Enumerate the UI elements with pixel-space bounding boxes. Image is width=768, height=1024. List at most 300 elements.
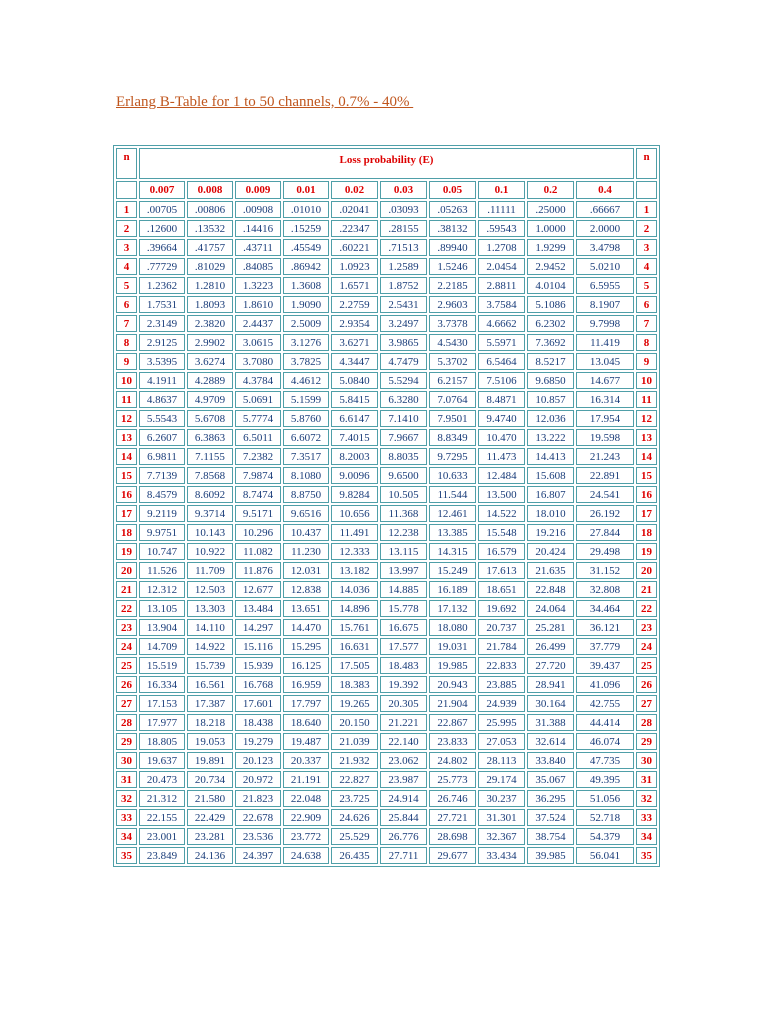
channel-number-right: 35 (636, 847, 657, 864)
table-row (116, 581, 657, 598)
table-cell: 8.2003 (331, 448, 378, 465)
table-cell: 24.064 (527, 600, 574, 617)
table-cell: 24.626 (331, 809, 378, 826)
table-cell: 26.499 (527, 638, 574, 655)
table-cell: 20.943 (429, 676, 476, 693)
table-cell: 2.3820 (187, 315, 233, 332)
table-cell: 20.337 (283, 752, 329, 769)
channel-number-left: 31 (116, 771, 137, 788)
table-cell: 8.5217 (527, 353, 574, 370)
table-cell: 44.414 (576, 714, 634, 731)
table-cell: .01010 (283, 201, 329, 218)
table-cell: 29.677 (429, 847, 476, 864)
table-cell: 11.709 (187, 562, 233, 579)
table-cell: .02041 (331, 201, 378, 218)
channel-number-left: 22 (116, 600, 137, 617)
table-row (116, 315, 657, 332)
channel-number-left: 2 (116, 220, 137, 237)
table-cell: 14.522 (478, 505, 525, 522)
table-cell: 32.367 (478, 828, 525, 845)
table-cell: 5.6708 (187, 410, 233, 427)
channel-number-right: 22 (636, 600, 657, 617)
table-cell: 16.334 (139, 676, 185, 693)
table-cell: 1.0923 (331, 258, 378, 275)
table-cell: 16.314 (576, 391, 634, 408)
probability-header-blank-left (116, 181, 137, 199)
table-cell: 2.2759 (331, 296, 378, 313)
table-cell: 24.802 (429, 752, 476, 769)
table-row (116, 391, 657, 408)
table-cell: 52.718 (576, 809, 634, 826)
table-cell: .59543 (478, 220, 525, 237)
table-cell: 19.598 (576, 429, 634, 446)
table-cell: 2.9902 (187, 334, 233, 351)
channel-number-right: 1 (636, 201, 657, 218)
table-cell: 21.635 (527, 562, 574, 579)
table-cell: 22.891 (576, 467, 634, 484)
table-row (116, 790, 657, 807)
table-cell: 2.0454 (478, 258, 525, 275)
table-cell: 25.773 (429, 771, 476, 788)
table-row (116, 847, 657, 864)
table-cell: 9.5171 (235, 505, 281, 522)
channel-number-right: 21 (636, 581, 657, 598)
table-cell: 28.698 (429, 828, 476, 845)
table-cell: 23.062 (380, 752, 427, 769)
table-cell: 11.368 (380, 505, 427, 522)
table-row (116, 752, 657, 769)
table-cell: 7.1410 (380, 410, 427, 427)
table-cell: 2.9125 (139, 334, 185, 351)
table-cell: .05263 (429, 201, 476, 218)
table-cell: 21.823 (235, 790, 281, 807)
table-cell: 15.739 (187, 657, 233, 674)
table-cell: 33.434 (478, 847, 525, 864)
channel-number-right: 4 (636, 258, 657, 275)
table-cell: .84085 (235, 258, 281, 275)
table-row (116, 334, 657, 351)
table-cell: 15.761 (331, 619, 378, 636)
table-cell: 1.5246 (429, 258, 476, 275)
table-row (116, 771, 657, 788)
table-cell: 22.848 (527, 581, 574, 598)
table-cell: 8.6092 (187, 486, 233, 503)
table-cell: 11.544 (429, 486, 476, 503)
table-cell: 7.8568 (187, 467, 233, 484)
table-cell: 4.1911 (139, 372, 185, 389)
table-cell: 17.387 (187, 695, 233, 712)
channel-number-left: 20 (116, 562, 137, 579)
table-cell: 5.8760 (283, 410, 329, 427)
table-cell: 22.429 (187, 809, 233, 826)
table-cell: 5.8415 (331, 391, 378, 408)
table-cell: 9.7295 (429, 448, 476, 465)
table-cell: 2.9452 (527, 258, 574, 275)
table-cell: 10.857 (527, 391, 574, 408)
channel-number-left: 9 (116, 353, 137, 370)
table-cell: 7.7139 (139, 467, 185, 484)
table-cell: 34.464 (576, 600, 634, 617)
table-row (116, 239, 657, 256)
table-cell: 27.711 (380, 847, 427, 864)
table-cell: 15.519 (139, 657, 185, 674)
table-cell: 14.922 (187, 638, 233, 655)
table-cell: 15.249 (429, 562, 476, 579)
channel-number-right: 33 (636, 809, 657, 826)
table-cell: 41.096 (576, 676, 634, 693)
channel-number-left: 6 (116, 296, 137, 313)
table-cell: 23.987 (380, 771, 427, 788)
table-row (116, 562, 657, 579)
table-cell: .28155 (380, 220, 427, 237)
table-cell: 2.5431 (380, 296, 427, 313)
table-cell: 10.470 (478, 429, 525, 446)
table-cell: 4.3447 (331, 353, 378, 370)
table-cell: 18.483 (380, 657, 427, 674)
channel-number-right: 9 (636, 353, 657, 370)
table-cell: 3.7080 (235, 353, 281, 370)
table-cell: 12.312 (139, 581, 185, 598)
channel-number-left: 8 (116, 334, 137, 351)
table-cell: 2.5009 (283, 315, 329, 332)
table-cell: 31.301 (478, 809, 525, 826)
table-cell: 18.010 (527, 505, 574, 522)
table-cell: 1.3608 (283, 277, 329, 294)
table-cell: 1.8610 (235, 296, 281, 313)
channel-number-right: 8 (636, 334, 657, 351)
table-cell: 5.7774 (235, 410, 281, 427)
table-cell: 18.651 (478, 581, 525, 598)
table-cell: 56.041 (576, 847, 634, 864)
table-cell: 24.638 (283, 847, 329, 864)
table-cell: 20.972 (235, 771, 281, 788)
table-cell: 16.807 (527, 486, 574, 503)
channel-number-right: 30 (636, 752, 657, 769)
table-cell: 21.243 (576, 448, 634, 465)
table-cell: 10.296 (235, 524, 281, 541)
table-cell: 6.5011 (235, 429, 281, 446)
table-cell: 16.189 (429, 581, 476, 598)
table-cell: 7.4015 (331, 429, 378, 446)
table-cell: 3.1276 (283, 334, 329, 351)
table-row (116, 353, 657, 370)
channel-number-right: 34 (636, 828, 657, 845)
table-cell: 26.746 (429, 790, 476, 807)
probability-header-cell: 0.1 (478, 181, 525, 199)
channel-number-left: 24 (116, 638, 137, 655)
table-cell: 7.9874 (235, 467, 281, 484)
table-cell: .22347 (331, 220, 378, 237)
table-cell: 30.164 (527, 695, 574, 712)
table-cell: 18.218 (187, 714, 233, 731)
table-row (116, 220, 657, 237)
table-cell: 24.914 (380, 790, 427, 807)
table-cell: 22.833 (478, 657, 525, 674)
table-cell: 17.977 (139, 714, 185, 731)
table-cell: 12.333 (331, 543, 378, 560)
table-cell: 9.2119 (139, 505, 185, 522)
table-cell: 6.3280 (380, 391, 427, 408)
channel-number-left: 10 (116, 372, 137, 389)
table-cell: 3.6271 (331, 334, 378, 351)
table-cell: 20.150 (331, 714, 378, 731)
table-cell: .03093 (380, 201, 427, 218)
channel-number-right: 32 (636, 790, 657, 807)
table-cell: 19.031 (429, 638, 476, 655)
loss-probability-header: Loss probability (E) (139, 148, 634, 179)
channel-number-left: 33 (116, 809, 137, 826)
table-cell: 6.3863 (187, 429, 233, 446)
channel-number-right: 28 (636, 714, 657, 731)
channel-number-right: 3 (636, 239, 657, 256)
table-cell: 1.6571 (331, 277, 378, 294)
table-cell: 12.484 (478, 467, 525, 484)
table-cell: 27.720 (527, 657, 574, 674)
table-cell: 12.036 (527, 410, 574, 427)
table-cell: 16.959 (283, 676, 329, 693)
table-cell: 36.295 (527, 790, 574, 807)
table-cell: 11.526 (139, 562, 185, 579)
channel-number-right: 5 (636, 277, 657, 294)
table-cell: 26.435 (331, 847, 378, 864)
n-header-right: n (636, 148, 657, 179)
table-cell: 23.772 (283, 828, 329, 845)
table-row (116, 486, 657, 503)
probability-header-row (116, 181, 657, 199)
table-cell: 3.9865 (380, 334, 427, 351)
table-row (116, 448, 657, 465)
table-cell: 17.954 (576, 410, 634, 427)
table-cell: 19.053 (187, 733, 233, 750)
table-cell: 8.1080 (283, 467, 329, 484)
table-cell: .00806 (187, 201, 233, 218)
table-cell: .41757 (187, 239, 233, 256)
table-cell: 13.105 (139, 600, 185, 617)
table-cell: 37.524 (527, 809, 574, 826)
table-cell: 27.844 (576, 524, 634, 541)
table-cell: 9.4740 (478, 410, 525, 427)
table-cell: .38132 (429, 220, 476, 237)
table-cell: 14.413 (527, 448, 574, 465)
table-cell: 47.735 (576, 752, 634, 769)
channel-number-right: 2 (636, 220, 657, 237)
table-cell: 8.4579 (139, 486, 185, 503)
table-cell: 13.904 (139, 619, 185, 636)
table-cell: 12.461 (429, 505, 476, 522)
table-cell: 17.505 (331, 657, 378, 674)
channel-number-left: 35 (116, 847, 137, 864)
channel-number-right: 27 (636, 695, 657, 712)
table-cell: 4.3784 (235, 372, 281, 389)
table-cell: .43711 (235, 239, 281, 256)
probability-header-cell: 0.009 (235, 181, 281, 199)
table-row (116, 410, 657, 427)
table-cell: 17.613 (478, 562, 525, 579)
table-cell: 22.909 (283, 809, 329, 826)
channel-number-left: 13 (116, 429, 137, 446)
table-cell: 11.876 (235, 562, 281, 579)
table-cell: 9.6500 (380, 467, 427, 484)
table-cell: 21.904 (429, 695, 476, 712)
table-cell: 4.9709 (187, 391, 233, 408)
channel-number-right: 14 (636, 448, 657, 465)
table-cell: 32.614 (527, 733, 574, 750)
table-cell: 5.0840 (331, 372, 378, 389)
channel-number-right: 25 (636, 657, 657, 674)
table-cell: 13.115 (380, 543, 427, 560)
table-cell: 11.473 (478, 448, 525, 465)
table-cell: 27.053 (478, 733, 525, 750)
channel-number-left: 28 (116, 714, 137, 731)
table-cell: 7.0764 (429, 391, 476, 408)
table-cell: 6.5464 (478, 353, 525, 370)
table-cell: 29.174 (478, 771, 525, 788)
table-row (116, 201, 657, 218)
table-cell: 16.675 (380, 619, 427, 636)
table-cell: 6.6072 (283, 429, 329, 446)
table-cell: 22.827 (331, 771, 378, 788)
table-row (116, 638, 657, 655)
table-cell: 11.082 (235, 543, 281, 560)
table-cell: 14.315 (429, 543, 476, 560)
channel-number-left: 5 (116, 277, 137, 294)
channel-number-left: 34 (116, 828, 137, 845)
table-cell: 22.155 (139, 809, 185, 826)
channel-number-right: 26 (636, 676, 657, 693)
table-cell: 4.7479 (380, 353, 427, 370)
table-cell: 10.437 (283, 524, 329, 541)
table-cell: 17.797 (283, 695, 329, 712)
table-cell: 20.305 (380, 695, 427, 712)
table-cell: .39664 (139, 239, 185, 256)
table-cell: 16.768 (235, 676, 281, 693)
table-cell: 7.9501 (429, 410, 476, 427)
table-cell: 39.985 (527, 847, 574, 864)
table-cell: 14.297 (235, 619, 281, 636)
table-cell: .86942 (283, 258, 329, 275)
table-body (116, 148, 657, 864)
table-cell: .12600 (139, 220, 185, 237)
table-cell: 23.001 (139, 828, 185, 845)
table-cell: 19.392 (380, 676, 427, 693)
table-cell: 51.056 (576, 790, 634, 807)
table-cell: 7.3517 (283, 448, 329, 465)
table-cell: 27.721 (429, 809, 476, 826)
table-row (116, 714, 657, 731)
probability-header-cell: 0.03 (380, 181, 427, 199)
table-cell: 15.608 (527, 467, 574, 484)
table-cell: 10.747 (139, 543, 185, 560)
table-cell: 19.216 (527, 524, 574, 541)
table-cell: 15.939 (235, 657, 281, 674)
probability-header-cell: 0.008 (187, 181, 233, 199)
table-row (116, 505, 657, 522)
channel-number-right: 18 (636, 524, 657, 541)
table-cell: 28.113 (478, 752, 525, 769)
table-cell: 21.191 (283, 771, 329, 788)
table-cell: 2.0000 (576, 220, 634, 237)
table-cell: 20.737 (478, 619, 525, 636)
table-cell: 5.1599 (283, 391, 329, 408)
channel-number-left: 30 (116, 752, 137, 769)
table-cell: 24.397 (235, 847, 281, 864)
table-cell: 32.808 (576, 581, 634, 598)
table-cell: 17.601 (235, 695, 281, 712)
table-cell: 4.5430 (429, 334, 476, 351)
table-cell: 24.136 (187, 847, 233, 864)
table-cell: 13.182 (331, 562, 378, 579)
table-row (116, 467, 657, 484)
table-cell: 2.9354 (331, 315, 378, 332)
table-cell: 5.5971 (478, 334, 525, 351)
table-cell: 54.379 (576, 828, 634, 845)
table-cell: 16.125 (283, 657, 329, 674)
table-cell: 28.941 (527, 676, 574, 693)
table-cell: .60221 (331, 239, 378, 256)
table-cell: 22.678 (235, 809, 281, 826)
table-cell: 19.891 (187, 752, 233, 769)
table-cell: 3.6274 (187, 353, 233, 370)
table-cell: 14.885 (380, 581, 427, 598)
table-cell: 20.123 (235, 752, 281, 769)
table-cell: 25.529 (331, 828, 378, 845)
table-cell: 13.222 (527, 429, 574, 446)
table-cell: 9.3714 (187, 505, 233, 522)
table-cell: 19.279 (235, 733, 281, 750)
table-cell: 1.8093 (187, 296, 233, 313)
table-cell: 25.281 (527, 619, 574, 636)
table-cell: 5.5543 (139, 410, 185, 427)
table-cell: 23.849 (139, 847, 185, 864)
table-cell: 8.8750 (283, 486, 329, 503)
channel-number-right: 6 (636, 296, 657, 313)
table-cell: 11.419 (576, 334, 634, 351)
table-cell: 13.385 (429, 524, 476, 541)
table-cell: 24.541 (576, 486, 634, 503)
table-cell: 1.0000 (527, 220, 574, 237)
table-row (116, 733, 657, 750)
table-cell: 25.995 (478, 714, 525, 731)
table-cell: .15259 (283, 220, 329, 237)
table-cell: 31.152 (576, 562, 634, 579)
table-cell: 7.2382 (235, 448, 281, 465)
table-cell: 10.143 (187, 524, 233, 541)
table-cell: 6.5955 (576, 277, 634, 294)
table-cell: 39.437 (576, 657, 634, 674)
table-cell: 3.2497 (380, 315, 427, 332)
table-cell: 12.677 (235, 581, 281, 598)
table-row (116, 600, 657, 617)
table-cell: 1.2362 (139, 277, 185, 294)
table-cell: 10.922 (187, 543, 233, 560)
channel-number-left: 17 (116, 505, 137, 522)
table-cell: 24.939 (478, 695, 525, 712)
channel-number-left: 3 (116, 239, 137, 256)
table-cell: 1.2810 (187, 277, 233, 294)
table-cell: 23.725 (331, 790, 378, 807)
table-cell: 23.281 (187, 828, 233, 845)
table-cell: 21.932 (331, 752, 378, 769)
probability-header-cell: 0.05 (429, 181, 476, 199)
channel-number-left: 4 (116, 258, 137, 275)
channel-number-left: 18 (116, 524, 137, 541)
table-row (116, 676, 657, 693)
table-cell: 14.470 (283, 619, 329, 636)
table-cell: 17.577 (380, 638, 427, 655)
table-row (116, 277, 657, 294)
channel-number-right: 15 (636, 467, 657, 484)
channel-number-right: 11 (636, 391, 657, 408)
